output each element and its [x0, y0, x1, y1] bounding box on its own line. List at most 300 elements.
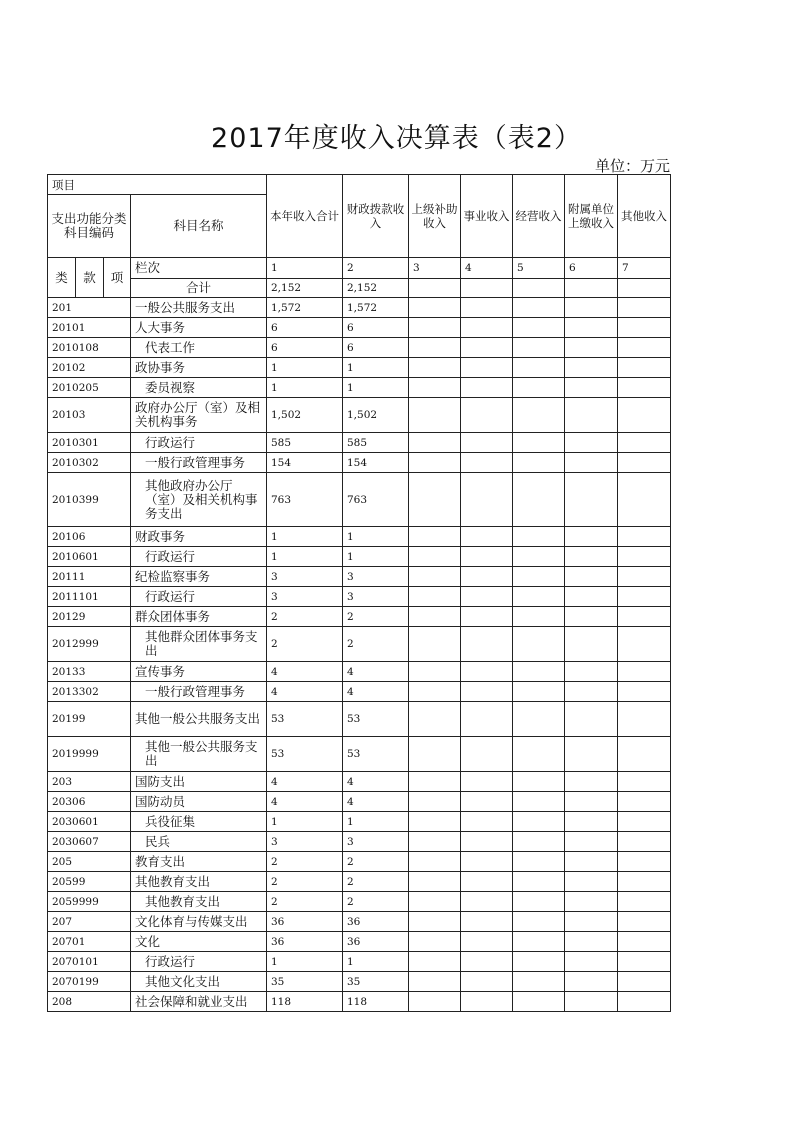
- row-empty-cell: [409, 398, 461, 433]
- row-fiscal-income: 118: [343, 992, 409, 1012]
- row-empty-cell: [513, 832, 565, 852]
- table-row: [48, 587, 671, 607]
- row-empty-cell: [565, 852, 618, 872]
- row-empty-cell: [461, 792, 513, 812]
- row-name: 纪检监察事务: [131, 567, 267, 587]
- table-row: [48, 772, 671, 792]
- row-code: 2010108: [48, 338, 131, 358]
- row-empty-cell: [618, 912, 671, 932]
- col-number-6: 6: [565, 258, 618, 279]
- row-empty-cell: [618, 453, 671, 473]
- row-empty-cell: [461, 892, 513, 912]
- row-fiscal-income: 1: [343, 812, 409, 832]
- row-empty-cell: [618, 952, 671, 972]
- row-total-income: 53: [267, 702, 343, 737]
- table-row: [48, 398, 671, 433]
- row-code: 20111: [48, 567, 131, 587]
- table-row: [48, 972, 671, 992]
- row-total-income: 36: [267, 932, 343, 952]
- row-fiscal-income: 3: [343, 587, 409, 607]
- row-empty-cell: [409, 892, 461, 912]
- row-empty-cell: [461, 378, 513, 398]
- table-row: [48, 473, 671, 527]
- row-code: 2012999: [48, 627, 131, 662]
- row-name: 政协事务: [131, 358, 267, 378]
- row-empty-cell: [565, 912, 618, 932]
- row-fiscal-income: 4: [343, 792, 409, 812]
- row-empty-cell: [565, 298, 618, 318]
- row-empty-cell: [513, 772, 565, 792]
- row-total-income: 3: [267, 567, 343, 587]
- row-fiscal-income: 36: [343, 912, 409, 932]
- table-row: [48, 682, 671, 702]
- table-row: [48, 378, 671, 398]
- row-name: 群众团体事务: [131, 607, 267, 627]
- row-fiscal-income: 1,502: [343, 398, 409, 433]
- row-name: 文化: [131, 932, 267, 952]
- table-row: [48, 792, 671, 812]
- col-number-4: 4: [461, 258, 513, 279]
- table-row: [48, 318, 671, 338]
- row-empty-cell: [409, 453, 461, 473]
- row-empty-cell: [565, 398, 618, 433]
- row-fiscal-income: 1: [343, 378, 409, 398]
- row-empty-cell: [461, 772, 513, 792]
- row-empty-cell: [513, 378, 565, 398]
- row-name: 其他文化支出: [131, 972, 267, 992]
- row-empty-cell: [409, 932, 461, 952]
- row-fiscal-income: 2: [343, 607, 409, 627]
- row-empty-cell: [513, 872, 565, 892]
- row-empty-cell: [409, 702, 461, 737]
- row-empty-cell: [513, 932, 565, 952]
- row-name: 文化体育与传媒支出: [131, 912, 267, 932]
- total-value-2: 2,152: [343, 279, 409, 298]
- table-row: [48, 453, 671, 473]
- table-row: [48, 912, 671, 932]
- row-empty-cell: [513, 527, 565, 547]
- row-name: 其他一般公共服务支出: [131, 737, 267, 772]
- row-name: 宣传事务: [131, 662, 267, 682]
- header-col-3: 上级补助收入: [409, 175, 461, 258]
- row-empty-cell: [409, 527, 461, 547]
- row-fiscal-income: 585: [343, 433, 409, 453]
- row-total-income: 154: [267, 453, 343, 473]
- row-empty-cell: [513, 792, 565, 812]
- row-code: 207: [48, 912, 131, 932]
- row-empty-cell: [461, 318, 513, 338]
- row-empty-cell: [565, 792, 618, 812]
- row-empty-cell: [409, 772, 461, 792]
- row-empty-cell: [461, 627, 513, 662]
- row-code: 20106: [48, 527, 131, 547]
- row-empty-cell: [513, 972, 565, 992]
- row-empty-cell: [565, 567, 618, 587]
- row-code: 203: [48, 772, 131, 792]
- table-row: [48, 702, 671, 737]
- header-col-5: 经营收入: [513, 175, 565, 258]
- row-empty-cell: [565, 737, 618, 772]
- row-empty-cell: [513, 547, 565, 567]
- table-row: [48, 737, 671, 772]
- row-name: 其他教育支出: [131, 892, 267, 912]
- row-empty-cell: [618, 358, 671, 378]
- row-empty-cell: [409, 318, 461, 338]
- row-empty-cell: [409, 587, 461, 607]
- row-empty-cell: [565, 662, 618, 682]
- row-empty-cell: [618, 812, 671, 832]
- total-value-1: 2,152: [267, 279, 343, 298]
- row-empty-cell: [513, 892, 565, 912]
- header-kuan: 款: [76, 258, 104, 298]
- row-code: 2070199: [48, 972, 131, 992]
- row-code: 20701: [48, 932, 131, 952]
- row-code: 20133: [48, 662, 131, 682]
- row-empty-cell: [461, 932, 513, 952]
- row-empty-cell: [565, 378, 618, 398]
- row-total-income: 2: [267, 627, 343, 662]
- row-empty-cell: [409, 852, 461, 872]
- table-row: [48, 662, 671, 682]
- row-empty-cell: [409, 607, 461, 627]
- row-fiscal-income: 53: [343, 702, 409, 737]
- row-name: 一般行政管理事务: [131, 453, 267, 473]
- row-empty-cell: [618, 627, 671, 662]
- row-total-income: 1: [267, 378, 343, 398]
- row-total-income: 3: [267, 832, 343, 852]
- table-row: [48, 547, 671, 567]
- row-fiscal-income: 2: [343, 852, 409, 872]
- total-label: 合计: [131, 279, 267, 298]
- header-code-label: 支出功能分类科目编码: [48, 195, 131, 258]
- row-empty-cell: [618, 607, 671, 627]
- row-name: 一般公共服务支出: [131, 298, 267, 318]
- col-number-1: 1: [267, 258, 343, 279]
- header-lei: 类: [48, 258, 76, 298]
- row-code: 20103: [48, 398, 131, 433]
- row-empty-cell: [461, 473, 513, 527]
- row-total-income: 4: [267, 792, 343, 812]
- row-empty-cell: [409, 473, 461, 527]
- row-fiscal-income: 154: [343, 453, 409, 473]
- row-name: 教育支出: [131, 852, 267, 872]
- row-empty-cell: [565, 892, 618, 912]
- row-empty-cell: [409, 832, 461, 852]
- row-empty-cell: [565, 682, 618, 702]
- row-empty-cell: [461, 527, 513, 547]
- row-empty-cell: [565, 932, 618, 952]
- row-empty-cell: [565, 587, 618, 607]
- row-empty-cell: [461, 607, 513, 627]
- table-row: [48, 527, 671, 547]
- row-empty-cell: [618, 792, 671, 812]
- row-empty-cell: [409, 737, 461, 772]
- row-empty-cell: [461, 737, 513, 772]
- row-code: 2010302: [48, 453, 131, 473]
- row-code: 2030607: [48, 832, 131, 852]
- row-total-income: 2: [267, 607, 343, 627]
- row-fiscal-income: 4: [343, 662, 409, 682]
- row-empty-cell: [461, 587, 513, 607]
- col-number-3: 3: [409, 258, 461, 279]
- row-empty-cell: [513, 338, 565, 358]
- row-empty-cell: [409, 812, 461, 832]
- row-empty-cell: [409, 433, 461, 453]
- income-table: [47, 174, 671, 1012]
- row-fiscal-income: 3: [343, 567, 409, 587]
- row-total-income: 1: [267, 547, 343, 567]
- row-empty-cell: [565, 547, 618, 567]
- row-empty-cell: [618, 587, 671, 607]
- row-empty-cell: [409, 912, 461, 932]
- row-fiscal-income: 763: [343, 473, 409, 527]
- row-empty-cell: [461, 433, 513, 453]
- row-empty-cell: [461, 358, 513, 378]
- header-lanci: 栏次: [131, 258, 267, 279]
- table-row: [48, 433, 671, 453]
- row-empty-cell: [461, 338, 513, 358]
- row-empty-cell: [461, 992, 513, 1012]
- row-empty-cell: [513, 812, 565, 832]
- row-empty-cell: [409, 338, 461, 358]
- row-empty-cell: [618, 473, 671, 527]
- row-empty-cell: [618, 378, 671, 398]
- table-row: [48, 872, 671, 892]
- row-code: 20599: [48, 872, 131, 892]
- row-total-income: 4: [267, 772, 343, 792]
- row-name: 其他一般公共服务支出: [131, 702, 267, 737]
- row-empty-cell: [513, 398, 565, 433]
- row-empty-cell: [618, 702, 671, 737]
- row-total-income: 53: [267, 737, 343, 772]
- row-empty-cell: [618, 992, 671, 1012]
- row-fiscal-income: 6: [343, 318, 409, 338]
- header-col-1: 本年收入合计: [267, 175, 343, 258]
- row-empty-cell: [618, 662, 671, 682]
- table-row: [48, 358, 671, 378]
- page-title: 2017年度收入决算表（表2）: [211, 123, 582, 154]
- row-total-income: 6: [267, 338, 343, 358]
- row-empty-cell: [513, 607, 565, 627]
- row-empty-cell: [618, 892, 671, 912]
- row-code: 2011101: [48, 587, 131, 607]
- row-name: 国防动员: [131, 792, 267, 812]
- row-empty-cell: [618, 338, 671, 358]
- row-empty-cell: [409, 682, 461, 702]
- row-empty-cell: [461, 702, 513, 737]
- row-total-income: 35: [267, 972, 343, 992]
- col-number-5: 5: [513, 258, 565, 279]
- row-total-income: 1,502: [267, 398, 343, 433]
- row-empty-cell: [409, 547, 461, 567]
- row-empty-cell: [565, 318, 618, 338]
- row-total-income: 2: [267, 852, 343, 872]
- row-empty-cell: [565, 872, 618, 892]
- row-empty-cell: [461, 852, 513, 872]
- table-row: [48, 298, 671, 318]
- row-empty-cell: [513, 318, 565, 338]
- row-code: 2019999: [48, 737, 131, 772]
- row-total-income: 1: [267, 812, 343, 832]
- row-empty-cell: [565, 527, 618, 547]
- row-empty-cell: [565, 433, 618, 453]
- row-empty-cell: [618, 872, 671, 892]
- row-fiscal-income: 2: [343, 627, 409, 662]
- header-xiang: 项: [104, 258, 131, 298]
- row-empty-cell: [461, 453, 513, 473]
- row-code: 2030601: [48, 812, 131, 832]
- unit-label: 单位：万元: [594, 157, 670, 175]
- table-row: [48, 832, 671, 852]
- row-empty-cell: [513, 358, 565, 378]
- row-empty-cell: [513, 952, 565, 972]
- row-name: 民兵: [131, 832, 267, 852]
- row-empty-cell: [513, 682, 565, 702]
- table-row: [48, 932, 671, 952]
- row-empty-cell: [618, 433, 671, 453]
- row-empty-cell: [409, 567, 461, 587]
- row-empty-cell: [461, 682, 513, 702]
- row-fiscal-income: 1: [343, 358, 409, 378]
- row-empty-cell: [618, 547, 671, 567]
- row-name: 其他教育支出: [131, 872, 267, 892]
- row-total-income: 1: [267, 527, 343, 547]
- row-empty-cell: [618, 772, 671, 792]
- row-empty-cell: [461, 567, 513, 587]
- row-empty-cell: [618, 832, 671, 852]
- row-empty-cell: [461, 832, 513, 852]
- header-col-4: 事业收入: [461, 175, 513, 258]
- row-code: 2070101: [48, 952, 131, 972]
- row-empty-cell: [461, 298, 513, 318]
- row-total-income: 4: [267, 682, 343, 702]
- row-total-income: 4: [267, 662, 343, 682]
- row-empty-cell: [461, 662, 513, 682]
- row-empty-cell: [513, 992, 565, 1012]
- row-empty-cell: [565, 473, 618, 527]
- row-fiscal-income: 53: [343, 737, 409, 772]
- row-empty-cell: [565, 812, 618, 832]
- header-name-label: 科目名称: [131, 195, 267, 258]
- row-total-income: 1,572: [267, 298, 343, 318]
- row-total-income: 763: [267, 473, 343, 527]
- row-name: 其他群众团体事务支出: [131, 627, 267, 662]
- row-code: 2010601: [48, 547, 131, 567]
- table-row: [48, 812, 671, 832]
- row-name: 社会保障和就业支出: [131, 992, 267, 1012]
- row-name: 政府办公厅（室）及相关机构事务: [131, 398, 267, 433]
- row-empty-cell: [565, 702, 618, 737]
- row-fiscal-income: 1,572: [343, 298, 409, 318]
- row-empty-cell: [565, 832, 618, 852]
- table-row: [48, 567, 671, 587]
- header-col-7: 其他收入: [618, 175, 671, 258]
- row-total-income: 36: [267, 912, 343, 932]
- row-code: 2013302: [48, 682, 131, 702]
- row-empty-cell: [409, 627, 461, 662]
- row-fiscal-income: 1: [343, 547, 409, 567]
- table-row: [48, 627, 671, 662]
- row-empty-cell: [513, 587, 565, 607]
- row-empty-cell: [618, 527, 671, 547]
- row-empty-cell: [409, 358, 461, 378]
- row-empty-cell: [618, 567, 671, 587]
- table-row: [48, 338, 671, 358]
- row-name: 行政运行: [131, 547, 267, 567]
- row-fiscal-income: 3: [343, 832, 409, 852]
- row-fiscal-income: 36: [343, 932, 409, 952]
- row-empty-cell: [565, 952, 618, 972]
- row-code: 20199: [48, 702, 131, 737]
- row-empty-cell: [513, 567, 565, 587]
- row-total-income: 1: [267, 358, 343, 378]
- row-code: 205: [48, 852, 131, 872]
- row-empty-cell: [565, 338, 618, 358]
- header-col-6: 附属单位上缴收入: [565, 175, 618, 258]
- row-empty-cell: [513, 473, 565, 527]
- row-empty-cell: [513, 298, 565, 318]
- row-fiscal-income: 1: [343, 952, 409, 972]
- row-total-income: 585: [267, 433, 343, 453]
- row-fiscal-income: 1: [343, 527, 409, 547]
- row-code: 201: [48, 298, 131, 318]
- row-empty-cell: [618, 298, 671, 318]
- row-name: 行政运行: [131, 587, 267, 607]
- row-empty-cell: [409, 378, 461, 398]
- table-row: [48, 892, 671, 912]
- row-total-income: 3: [267, 587, 343, 607]
- row-total-income: 6: [267, 318, 343, 338]
- row-empty-cell: [461, 398, 513, 433]
- row-code: 208: [48, 992, 131, 1012]
- row-empty-cell: [565, 972, 618, 992]
- row-code: 20129: [48, 607, 131, 627]
- row-code: 20101: [48, 318, 131, 338]
- row-code: 2010205: [48, 378, 131, 398]
- row-empty-cell: [618, 682, 671, 702]
- row-empty-cell: [409, 972, 461, 992]
- row-name: 兵役征集: [131, 812, 267, 832]
- row-empty-cell: [618, 737, 671, 772]
- row-empty-cell: [618, 318, 671, 338]
- row-empty-cell: [409, 992, 461, 1012]
- row-empty-cell: [513, 662, 565, 682]
- row-code: 2010399: [48, 473, 131, 527]
- row-empty-cell: [513, 702, 565, 737]
- row-empty-cell: [409, 662, 461, 682]
- row-name: 代表工作: [131, 338, 267, 358]
- row-empty-cell: [461, 872, 513, 892]
- row-empty-cell: [461, 972, 513, 992]
- row-empty-cell: [565, 358, 618, 378]
- row-name: 国防支出: [131, 772, 267, 792]
- row-empty-cell: [565, 627, 618, 662]
- row-name: 人大事务: [131, 318, 267, 338]
- row-empty-cell: [409, 952, 461, 972]
- table-row: [48, 607, 671, 627]
- table-row: [48, 852, 671, 872]
- row-total-income: 2: [267, 872, 343, 892]
- header-project: 项目: [48, 175, 267, 195]
- row-empty-cell: [461, 952, 513, 972]
- row-fiscal-income: 2: [343, 872, 409, 892]
- row-name: 一般行政管理事务: [131, 682, 267, 702]
- row-empty-cell: [513, 852, 565, 872]
- row-empty-cell: [461, 812, 513, 832]
- row-empty-cell: [461, 547, 513, 567]
- row-empty-cell: [565, 992, 618, 1012]
- row-code: 20306: [48, 792, 131, 812]
